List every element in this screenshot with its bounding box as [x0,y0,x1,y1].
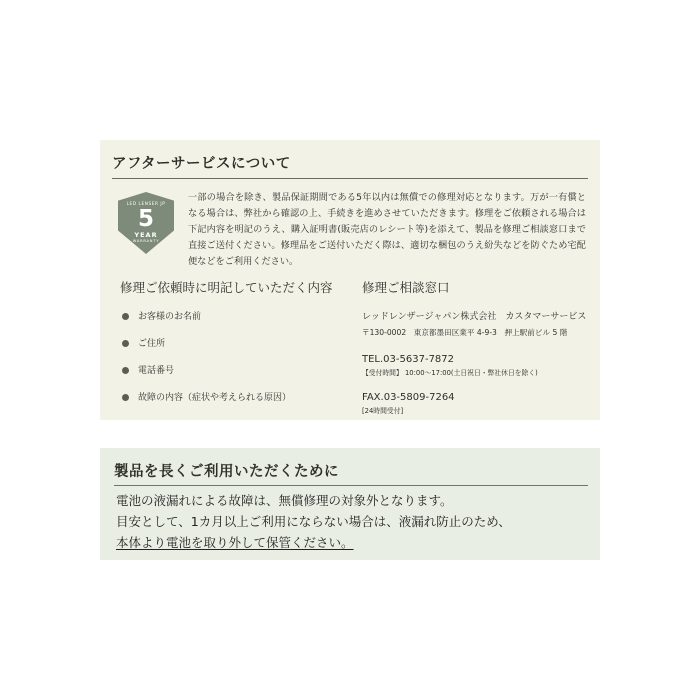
after-service-panel [100,140,600,420]
list-item-label: 電話番号 [138,366,175,376]
list-item [120,391,355,405]
repair-request-column [120,278,355,418]
long-use-body [116,490,586,553]
bullet-dot-icon [122,394,129,401]
bullet-dot-icon [122,367,129,374]
bullet-dot-icon [122,313,129,320]
after-service-title-bar [112,152,588,179]
list-item [120,310,355,324]
bullet-dot-icon [122,340,129,347]
badge-warranty-label: WARRANTY [132,239,160,243]
list-item [120,337,355,351]
long-use-title-bar [114,460,588,486]
after-service-heading: アフターサービスについて [112,156,291,172]
warranty-badge [118,192,174,254]
list-item-label: 故障の内容（症状や考えられる原因） [138,393,292,403]
contact-telephone-hours: 【受付時間】 10:00～17:00(土日祝日・弊社休日を除く) [362,369,538,377]
badge-year-label: YEAR [134,231,158,239]
list-item [120,364,355,378]
repair-request-list [120,310,355,405]
long-use-line-3: 本体より電池を取り外して保管ください。 [116,535,354,550]
list-item-label: お客様のお名前 [138,312,202,322]
contact-address: 〒130-0002 東京都墨田区業平 4-9-3 押上駅前ビル 5 階 [362,328,568,337]
repair-request-heading: 修理ご依頼時に明記していただく内容 [120,280,333,295]
repair-contact-column [362,278,590,417]
repair-contact-heading: 修理ご相談窓口 [362,280,450,295]
contact-telephone: TEL.03-5637-7872 [362,354,455,365]
badge-top-text: LED LENSER JP [126,201,166,206]
long-use-panel [100,448,600,560]
long-use-line-2: 目安として、1カ月以上ご利用にならない場合は、液漏れ防止のため、 [116,514,511,529]
long-use-line-1: 電池の液漏れによる故障は、無償修理の対象外となります。 [116,493,453,508]
list-item-label: ご住所 [138,339,166,349]
after-service-intro: 一部の場合を除き、製品保証期間である5年以内は無償での修理対応となります。万が一有償となる場合は、弊社から確認の上、手続きを進めさせていただきます。修理をご依頼される場合は下記内容を明記のうえ、購入証明書(販売店のレシート等)を添えて、製品を修理ご相談窓口まで直接ご送付ください。修理品をご送付いただく際は、適切な梱包のうえ紛失などを防ぐため宅配便などをご利用ください。 [188,192,586,267]
contact-fax: FAX.03-5809-7264 [362,392,455,403]
badge-number: 5 [137,206,154,232]
long-use-heading: 製品を長くご利用いただくために [114,464,339,480]
contact-company-name: レッドレンザージャパン株式会社 カスタマーサービス [362,312,587,322]
contact-fax-hours: [24時間受付] [362,407,404,415]
